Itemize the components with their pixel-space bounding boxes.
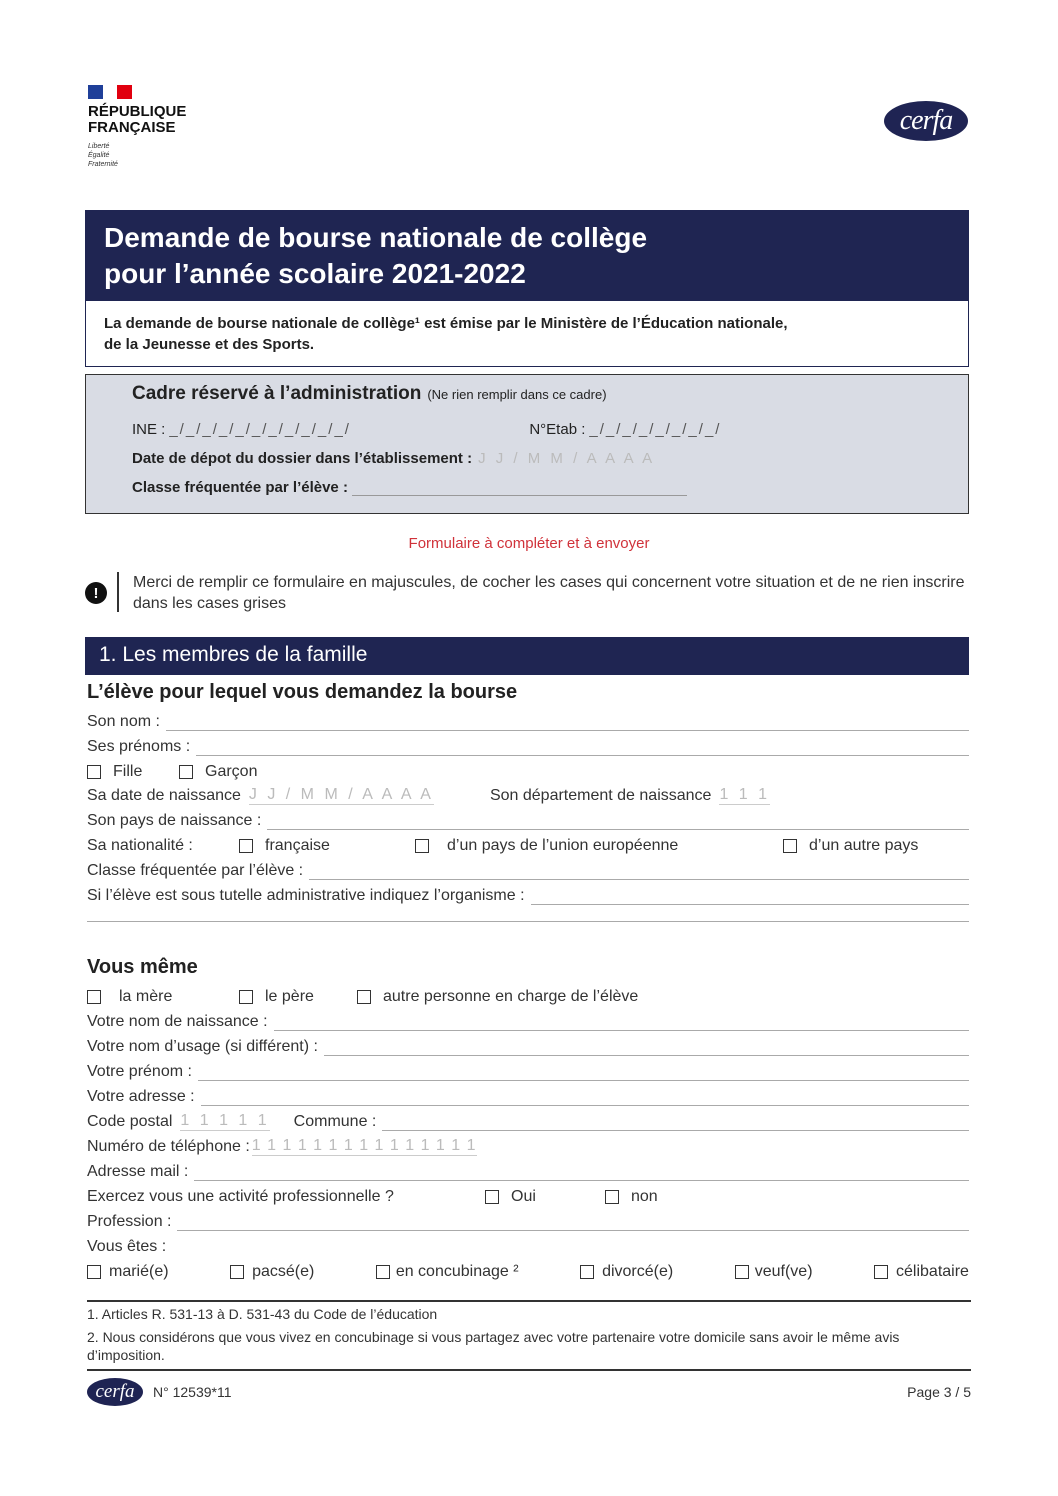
exclamation-icon: ! — [85, 582, 107, 604]
ine-field: _/_/_/_/_/_/_/_/_/_/_/ — [169, 421, 351, 438]
label: Fille — [113, 763, 143, 780]
label: Votre prénom : — [87, 1063, 192, 1080]
title-line: pour l’année scolaire 2021-2022 — [104, 258, 526, 289]
profession-input[interactable] — [177, 1217, 969, 1231]
label: Vous êtes : — [87, 1238, 167, 1255]
label: veuf(ve) — [754, 1263, 813, 1280]
nom-row — [87, 709, 969, 731]
label: Classe fréquentée par l’élève : — [87, 862, 304, 879]
vous-heading: Vous même — [87, 956, 198, 978]
form-instruction: Formulaire à compléter et à envoyer — [408, 535, 650, 552]
motto-line: Fraternité — [88, 161, 118, 168]
label: autre personne en charge de l’élève — [383, 988, 639, 1005]
garcon-checkbox[interactable] — [179, 765, 193, 779]
label: Ses prénoms : — [87, 738, 191, 755]
label: Si l’élève est sous tutelle administrative indiquez l’organisme : — [87, 887, 525, 904]
label: non — [631, 1188, 658, 1205]
label: Garçon — [205, 763, 258, 780]
divider — [87, 1300, 971, 1302]
profession-row — [87, 1209, 969, 1231]
cerfa-logo: cerfa — [884, 101, 968, 141]
motto-line: Égalité — [88, 152, 110, 159]
label: divorcé(e) — [602, 1263, 674, 1280]
tutelle-extra-row — [87, 900, 969, 922]
page-title — [85, 210, 969, 301]
statut-row — [87, 1259, 969, 1281]
tutelle-input-line2[interactable] — [87, 900, 969, 922]
date-depot-field: J J / M M / A A A A — [478, 450, 656, 467]
commune-input[interactable] — [382, 1117, 969, 1131]
nom-input[interactable] — [166, 717, 969, 731]
date-depot-label: Date de dépot du dossier dans l’établissement : — [132, 450, 473, 467]
label: Profession : — [87, 1213, 172, 1230]
concubinage-checkbox[interactable] — [376, 1265, 390, 1279]
label: Sa date de naissance — [87, 787, 241, 804]
label: le père — [265, 988, 314, 1005]
label: célibataire — [896, 1263, 969, 1280]
code-postal-input[interactable]: 1 1 1 1 1 — [180, 1112, 270, 1129]
admin-note: (Ne rien remplir dans ce cadre) — [427, 387, 607, 402]
lien-row — [87, 984, 969, 1006]
label: d’un autre pays — [809, 837, 919, 854]
label: en concubinage ² — [395, 1263, 519, 1280]
mail-row — [87, 1159, 969, 1181]
classe-admin-field — [352, 480, 687, 496]
francaise-checkbox[interactable] — [239, 839, 253, 853]
label: Son nom : — [87, 713, 160, 730]
notice — [85, 572, 969, 614]
pays-row — [87, 808, 969, 830]
intro-text: La demande de bourse nationale de collège¹ est émise par le Ministère de l’Éducation nationale, — [104, 315, 788, 332]
label: Votre nom de naissance : — [87, 1013, 268, 1030]
adresse-row — [87, 1084, 969, 1106]
telephone-input[interactable]: 1 1 1 1 1 1 1 1 1 1 1 1 1 1 1 — [251, 1137, 477, 1154]
admin-heading: Cadre réservé à l’administration — [132, 383, 422, 404]
naissance-row — [87, 783, 969, 805]
motto — [88, 142, 148, 169]
telephone-row — [87, 1134, 969, 1156]
label: la mère — [119, 988, 173, 1005]
label: Son pays de naissance : — [87, 812, 262, 829]
nom-usage-row — [87, 1034, 969, 1056]
notice-text: Merci de remplir ce formulaire en majuscules, de cocher les cases qui concernent votre situation et de ne rien inscrire dans les cases grises — [133, 574, 965, 612]
label: pacsé(e) — [252, 1263, 315, 1280]
label: française — [265, 837, 330, 854]
cerfa-number: N° 12539*11 — [153, 1384, 232, 1400]
mail-input[interactable] — [194, 1167, 969, 1181]
ine-label: INE : — [132, 421, 166, 438]
prenom-row — [87, 1059, 969, 1081]
french-flag-logo — [88, 85, 132, 99]
autre-personne-checkbox[interactable] — [357, 990, 371, 1004]
date-naissance-input[interactable]: J J / M M / A A A A — [248, 786, 434, 803]
divider — [87, 1369, 971, 1371]
cerfa-logo-small: cerfa — [87, 1378, 143, 1406]
logo-text: RÉPUBLIQUE — [88, 103, 187, 120]
vous-etes-row — [87, 1234, 969, 1256]
nom-usage-input[interactable] — [324, 1042, 969, 1056]
nom-naissance-row — [87, 1009, 969, 1031]
non-checkbox[interactable] — [605, 1190, 619, 1204]
label: Code postal — [87, 1113, 173, 1130]
logo-text: FRANÇAISE — [88, 119, 176, 136]
adresse-input[interactable] — [201, 1092, 969, 1106]
celibataire-checkbox[interactable] — [874, 1265, 888, 1279]
footnote-1: 1. Articles R. 531-13 à D. 531-43 du Code de l’éducation — [87, 1306, 438, 1322]
footnote-2: 2. Nous considérons que vous vivez en concubinage si vous partagez avec votre partenaire votre domicile sans avoir le même avis d’imposition. — [87, 1329, 900, 1363]
intro-text: de la Jeunesse et des Sports. — [104, 336, 315, 353]
prenoms-row — [87, 734, 969, 756]
page-number: Page 3 / 5 — [907, 1384, 971, 1400]
autre-pays-checkbox[interactable] — [783, 839, 797, 853]
activite-row — [87, 1184, 969, 1206]
classe-input[interactable] — [309, 866, 969, 880]
label: d’un pays de l’union européenne — [447, 837, 679, 854]
pere-checkbox[interactable] — [239, 990, 253, 1004]
label: Commune : — [293, 1113, 377, 1130]
etab-label: N°Etab : — [529, 421, 586, 438]
republique-francaise-logo — [88, 104, 186, 136]
eleve-heading: L’élève pour lequel vous demandez la bourse — [87, 681, 518, 703]
mere-checkbox[interactable] — [87, 990, 101, 1004]
fille-checkbox[interactable] — [87, 765, 101, 779]
label: Votre adresse : — [87, 1088, 195, 1105]
pays-input[interactable] — [267, 816, 969, 830]
cp-commune-row — [87, 1109, 969, 1131]
oui-checkbox[interactable] — [485, 1190, 499, 1204]
prenoms-input[interactable] — [196, 742, 969, 756]
section-header: 1. Les membres de la famille — [85, 637, 969, 675]
label: Adresse mail : — [87, 1163, 189, 1180]
departement-input[interactable]: 1 1 1 — [719, 786, 771, 803]
title-line: Demande de bourse nationale de collège — [104, 222, 648, 253]
divorce-checkbox[interactable] — [580, 1265, 594, 1279]
etab-field: _/_/_/_/_/_/_/_/ — [589, 421, 722, 438]
label: Sa nationalité : — [87, 837, 193, 854]
footer — [87, 1378, 971, 1406]
label: Numéro de téléphone : — [87, 1138, 250, 1155]
veuf-checkbox[interactable] — [735, 1265, 749, 1279]
classe-admin-label: Classe fréquentée par l’élève : — [132, 479, 348, 496]
label: marié(e) — [109, 1263, 169, 1280]
ue-checkbox[interactable] — [415, 839, 429, 853]
intro-box — [85, 300, 969, 367]
nationalite-row — [87, 833, 969, 855]
admin-box — [85, 374, 969, 514]
label: Son département de naissance — [489, 787, 712, 804]
label: Exercez vous une activité professionnelle ? — [87, 1188, 394, 1205]
prenom-input[interactable] — [198, 1067, 969, 1081]
nom-naissance-input[interactable] — [274, 1017, 969, 1031]
sexe-row — [87, 759, 969, 781]
divider — [117, 572, 119, 612]
marie-checkbox[interactable] — [87, 1265, 101, 1279]
label: Oui — [511, 1188, 536, 1205]
motto-line: Liberté — [88, 143, 110, 150]
classe-row — [87, 858, 969, 880]
label: Votre nom d’usage (si différent) : — [87, 1038, 318, 1055]
pacse-checkbox[interactable] — [230, 1265, 244, 1279]
